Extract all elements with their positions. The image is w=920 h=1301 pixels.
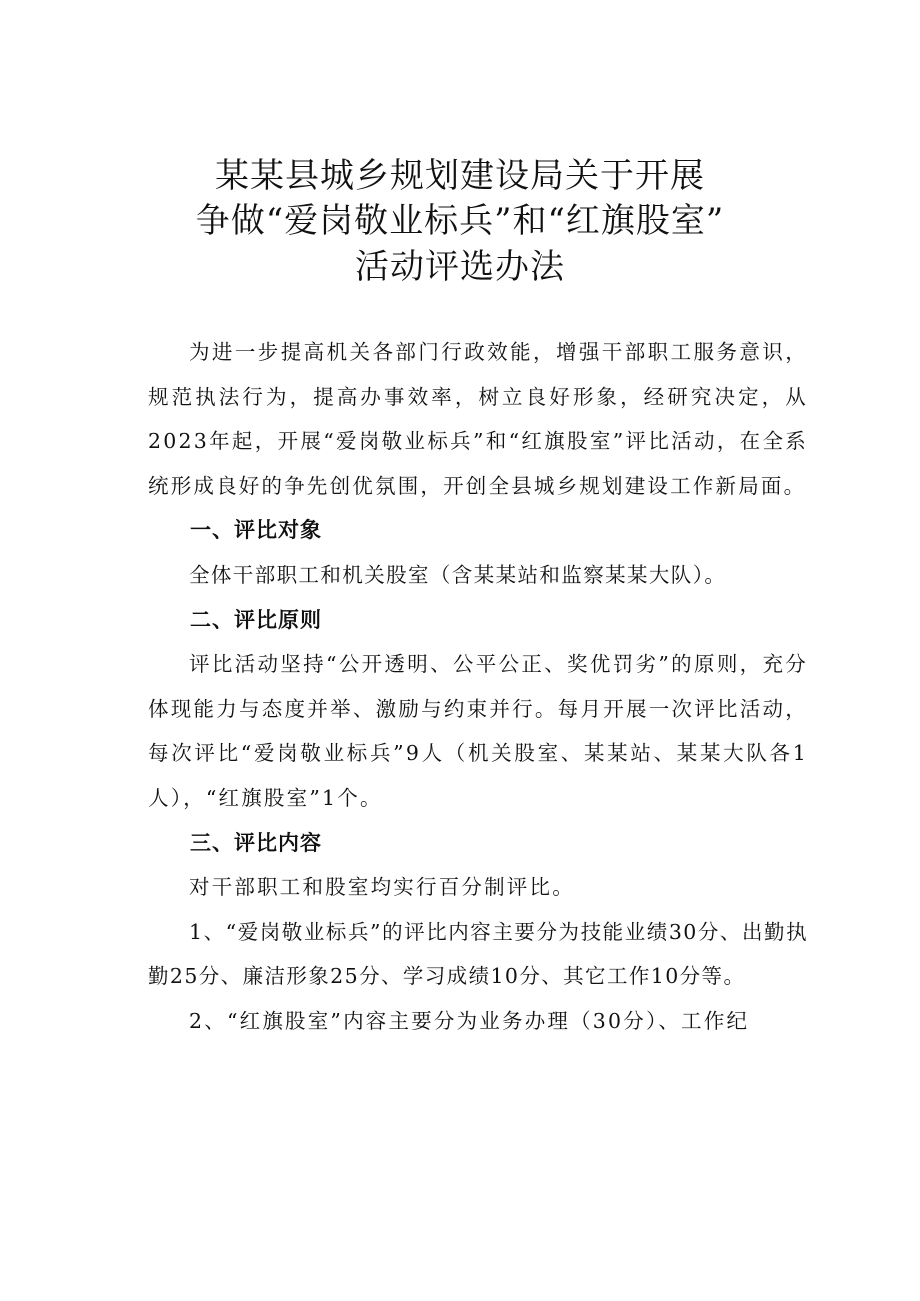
document-body	[148, 330, 808, 1044]
section-heading-principles: 二、评比原则	[190, 607, 322, 632]
principles-paragraph: 评比活动坚持“公开透明、公平公正、奖优罚劣”的原则，充分体现能力与态度并举、激励与约束并行。每月开展一次评比活动，每次评比“爱岗敬业标兵”9人（机关股室、某某站、某某大队各1人），“红旗股室”1个。	[148, 652, 808, 810]
intro-paragraph: 为进一步提高机关各部门行政效能，增强干部职工服务意识，规范执法行为，提高办事效率，树立良好形象，经研究决定，从2023年起，开展“爱岗敬业标兵”和“红旗股室”评比活动，在全系统形成良好的争先创优氛围，开创全县城乡规划建设工作新局面。	[148, 340, 808, 498]
document-title-line-2: 争做“爱岗敬业标兵”和“红旗股室”	[195, 201, 725, 241]
document-title-line-3: 活动评选办法	[355, 247, 565, 287]
section-heading-targets: 一、评比对象	[190, 518, 322, 543]
content-paragraph-model-worker: 1、“爱岗敬业标兵”的评比内容主要分为技能业绩30分、出勤执勤25分、廉洁形象25分、学习成绩10分、其它工作10分等。	[148, 919, 808, 989]
targets-paragraph: 全体干部职工和机关股室（含某某站和监察某某大队）。	[189, 562, 727, 587]
content-paragraph-scoring: 对干部职工和股室均实行百分制评比。	[189, 875, 575, 900]
content-paragraph-red-flag-office: 2、“红旗股室”内容主要分为业务办理（30分）、工作纪	[189, 1008, 750, 1033]
document-title-line-1: 某某县城乡规划建设局关于开展	[215, 156, 705, 196]
section-heading-content: 三、评比内容	[190, 830, 322, 855]
